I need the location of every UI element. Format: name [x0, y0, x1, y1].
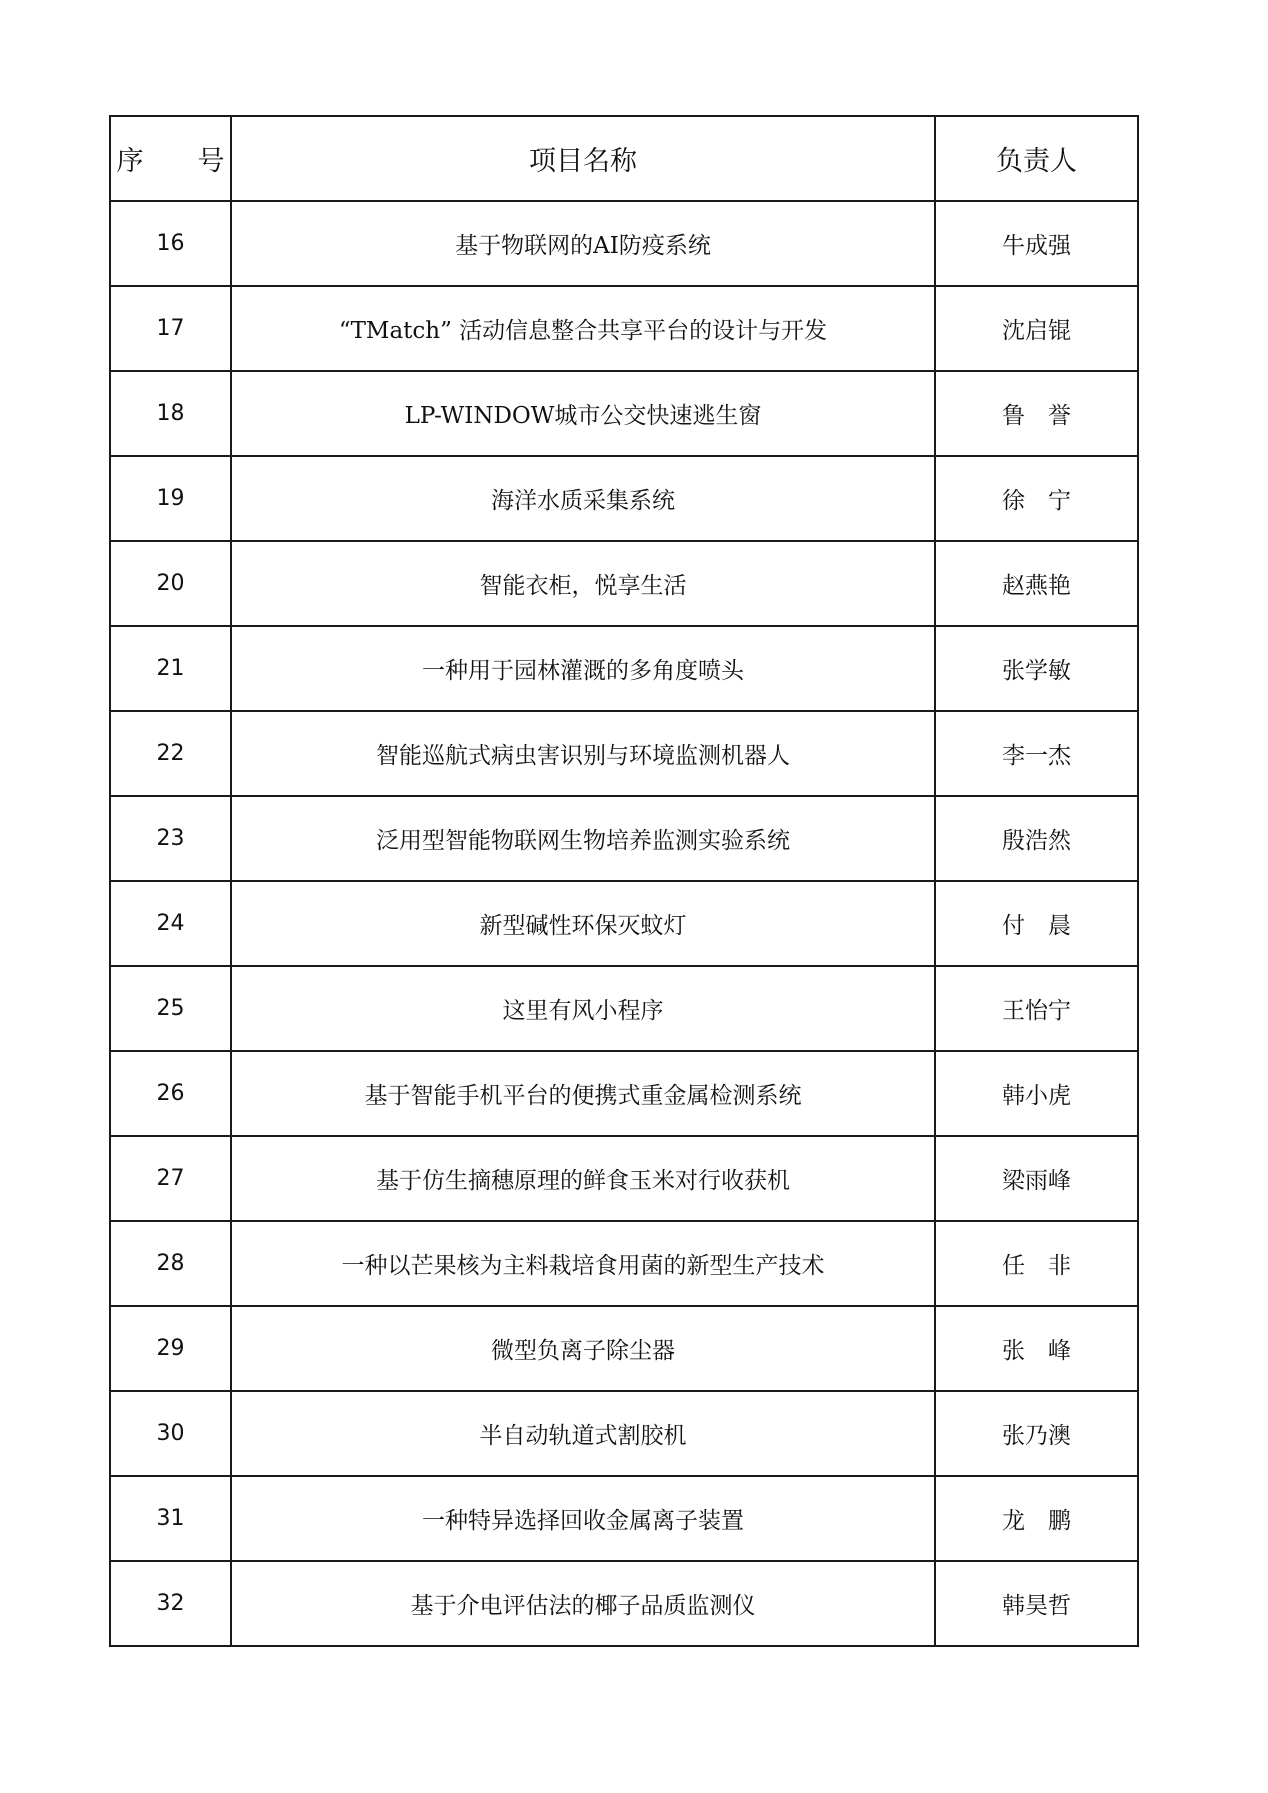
row-project-name: 智能巡航式病虫害识别与环境监测机器人	[231, 711, 935, 796]
row-serial-number: 24	[110, 881, 231, 966]
row-owner: 赵燕艳	[935, 541, 1138, 626]
row-owner: 牛成强	[935, 201, 1138, 286]
row-project-name: LP-WINDOW城市公交快速逃生窗	[231, 371, 935, 456]
table-row	[110, 881, 1138, 966]
row-project-name: 微型负离子除尘器	[231, 1306, 935, 1391]
row-serial-number: 31	[110, 1476, 231, 1561]
row-owner: 沈启锟	[935, 286, 1138, 371]
project-table-container	[109, 115, 1137, 1647]
row-serial-number: 18	[110, 371, 231, 456]
row-project-name: 这里有风小程序	[231, 966, 935, 1051]
header-owner: 负责人	[935, 116, 1138, 201]
row-serial-number: 16	[110, 201, 231, 286]
row-owner: 李一杰	[935, 711, 1138, 796]
table-row	[110, 1306, 1138, 1391]
table-row	[110, 456, 1138, 541]
row-owner: 殷浩然	[935, 796, 1138, 881]
row-owner: 鲁 誉	[935, 371, 1138, 456]
table-row	[110, 1476, 1138, 1561]
row-serial-number: 32	[110, 1561, 231, 1646]
row-project-name: 新型碱性环保灭蚊灯	[231, 881, 935, 966]
row-project-name: 一种以芒果核为主料栽培食用菌的新型生产技术	[231, 1221, 935, 1306]
row-owner: 张学敏	[935, 626, 1138, 711]
row-owner: 韩小虎	[935, 1051, 1138, 1136]
row-serial-number: 20	[110, 541, 231, 626]
table-row	[110, 286, 1138, 371]
table-row	[110, 1051, 1138, 1136]
table-row	[110, 796, 1138, 881]
row-owner: 韩昊哲	[935, 1561, 1138, 1646]
row-project-name: 海洋水质采集系统	[231, 456, 935, 541]
table-row	[110, 1561, 1138, 1646]
row-serial-number: 23	[110, 796, 231, 881]
row-serial-number: 26	[110, 1051, 231, 1136]
table-row	[110, 966, 1138, 1051]
row-project-name: 一种用于园林灌溉的多角度喷头	[231, 626, 935, 711]
row-serial-number: 21	[110, 626, 231, 711]
table-row	[110, 1391, 1138, 1476]
row-serial-number: 28	[110, 1221, 231, 1306]
table-row	[110, 1136, 1138, 1221]
row-project-name: 一种特异选择回收金属离子装置	[231, 1476, 935, 1561]
project-table	[109, 115, 1139, 1647]
row-serial-number: 27	[110, 1136, 231, 1221]
row-owner: 任 非	[935, 1221, 1138, 1306]
header-row	[110, 116, 1138, 201]
table-header	[110, 116, 1138, 201]
table-row	[110, 201, 1138, 286]
row-project-name: 半自动轨道式割胶机	[231, 1391, 935, 1476]
row-project-name: 基于物联网的AI防疫系统	[231, 201, 935, 286]
row-project-name: 基于智能手机平台的便携式重金属检测系统	[231, 1051, 935, 1136]
table-row	[110, 371, 1138, 456]
table-row	[110, 711, 1138, 796]
row-project-name: 智能衣柜，悦享生活	[231, 541, 935, 626]
row-serial-number: 19	[110, 456, 231, 541]
row-owner: 徐 宁	[935, 456, 1138, 541]
row-owner: 付 晨	[935, 881, 1138, 966]
table-body	[110, 201, 1138, 1646]
row-owner: 张乃澳	[935, 1391, 1138, 1476]
row-owner: 梁雨峰	[935, 1136, 1138, 1221]
row-serial-number: 29	[110, 1306, 231, 1391]
row-serial-number: 25	[110, 966, 231, 1051]
row-serial-number: 22	[110, 711, 231, 796]
row-project-name: 泛用型智能物联网生物培养监测实验系统	[231, 796, 935, 881]
row-serial-number: 30	[110, 1391, 231, 1476]
row-project-name: 基于介电评估法的椰子品质监测仪	[231, 1561, 935, 1646]
table-row	[110, 541, 1138, 626]
row-project-name: “TMatch” 活动信息整合共享平台的设计与开发	[231, 286, 935, 371]
row-serial-number: 17	[110, 286, 231, 371]
row-owner: 王怡宁	[935, 966, 1138, 1051]
table-row	[110, 1221, 1138, 1306]
row-project-name: 基于仿生摘穗原理的鲜食玉米对行收获机	[231, 1136, 935, 1221]
header-project-name: 项目名称	[231, 116, 935, 201]
table-row	[110, 626, 1138, 711]
header-serial-number: 序 号	[110, 116, 231, 201]
row-owner: 张 峰	[935, 1306, 1138, 1391]
row-owner: 龙 鹏	[935, 1476, 1138, 1561]
